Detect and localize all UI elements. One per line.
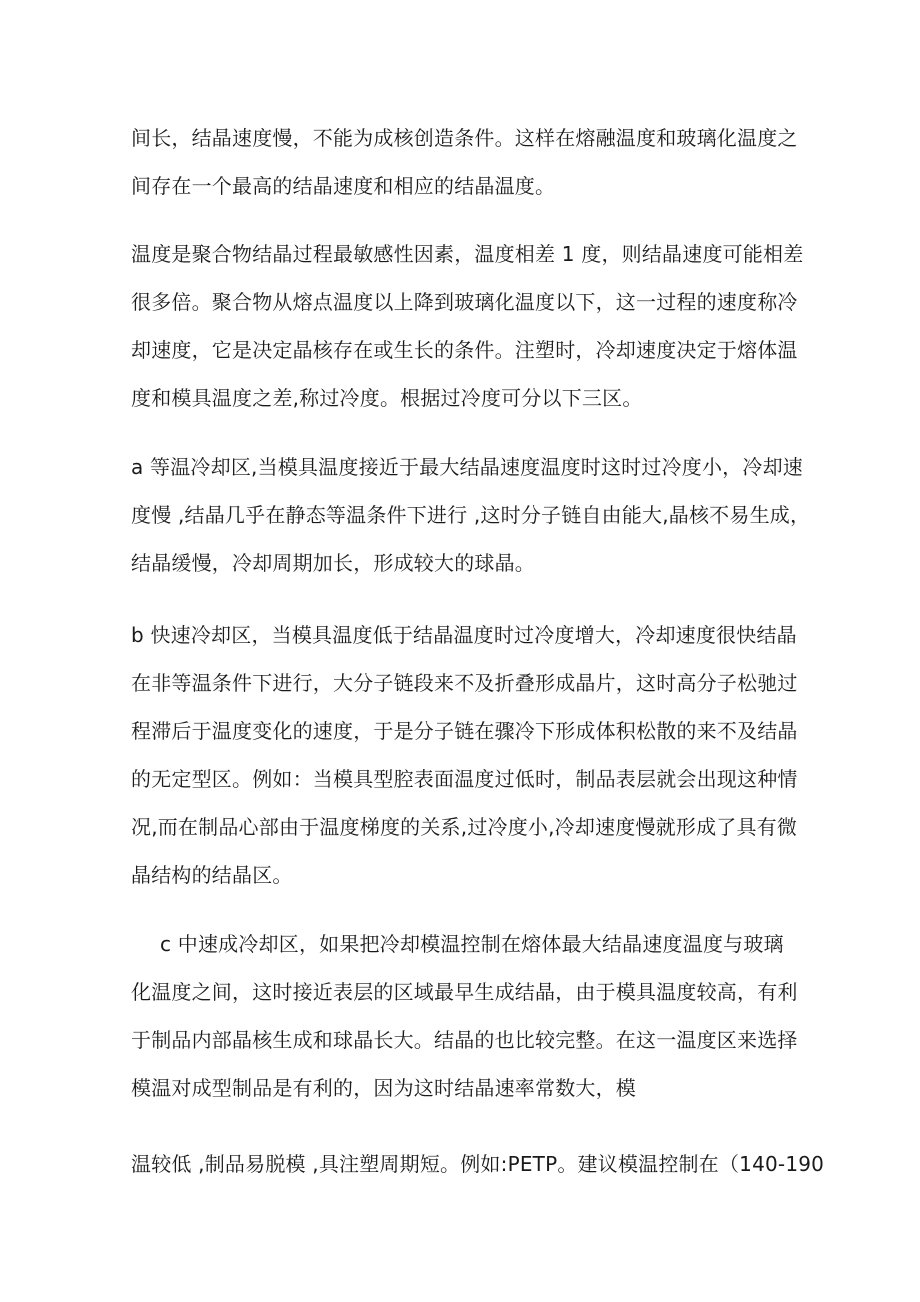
text-line: c 中速成冷却区，如果把冷却模温控制在熔体最大结晶速度温度与玻璃: [160, 932, 784, 956]
text-line: 却速度，它是决定晶核存在或生长的条件。注塑时，冷却速度决定于熔体温: [131, 338, 798, 362]
text-line: 模温对成型制品是有利的，因为这时结晶速率常数大，模: [131, 1076, 636, 1100]
text-line: 晶结构的结晶区。: [131, 863, 293, 887]
text-line: 况,而在制品心部由于温度梯度的关系,过冷度小,冷却速度慢就形成了具有微: [131, 815, 798, 839]
text-line: 温度是聚合物结晶过程最敏感性因素，温度相差 1 度，则结晶速度可能相差: [131, 242, 804, 266]
text-line: 度慢 ,结晶几乎在静态等温条件下进行 ,这时分子链自由能大,晶核不易生成，: [131, 503, 811, 527]
text-line: a 等温冷却区,当模具温度接近于最大结晶速度温度时这时过冷度小，冷却速: [131, 455, 803, 479]
text-line: 间长，结晶速度慢，不能为成核创造条件。这样在熔融温度和玻璃化温度之: [131, 126, 798, 150]
text-line: 温较低 ,制品易脱模 ,具注塑周期短。例如:PETP。建议模温控制在（140-190: [131, 1152, 825, 1176]
text-line: 于制品内部晶核生成和球晶长大。结晶的也比较完整。在这一温度区来选择: [131, 1028, 798, 1052]
text-line: b 快速冷却区，当模具温度低于结晶温度时过冷度增大，冷却速度很快结晶: [131, 623, 797, 647]
text-line: 很多倍。聚合物从熔点温度以上降到玻璃化温度以下，这一过程的速度称冷: [131, 290, 798, 314]
text-line: 间存在一个最高的结晶速度和相应的结晶温度。: [131, 174, 556, 198]
text-line: 化温度之间，这时接近表层的区域最早生成结晶，由于模具温度较高，有利: [131, 980, 798, 1004]
text-line: 的无定型区。例如：当模具型腔表面温度过低时，制品表层就会出现这种情: [131, 767, 798, 791]
text-line: 度和模具温度之差,称过冷度。根据过冷度可分以下三区。: [131, 386, 643, 410]
text-line: 程滞后于温度变化的速度，于是分子链在骤冷下形成体积松散的来不及结晶: [131, 719, 798, 743]
text-line: 结晶缓慢，冷却周期加长，形成较大的球晶。: [131, 551, 535, 575]
text-line: 在非等温条件下进行，大分子链段来不及折叠形成晶片，这时高分子松驰过: [131, 671, 798, 695]
